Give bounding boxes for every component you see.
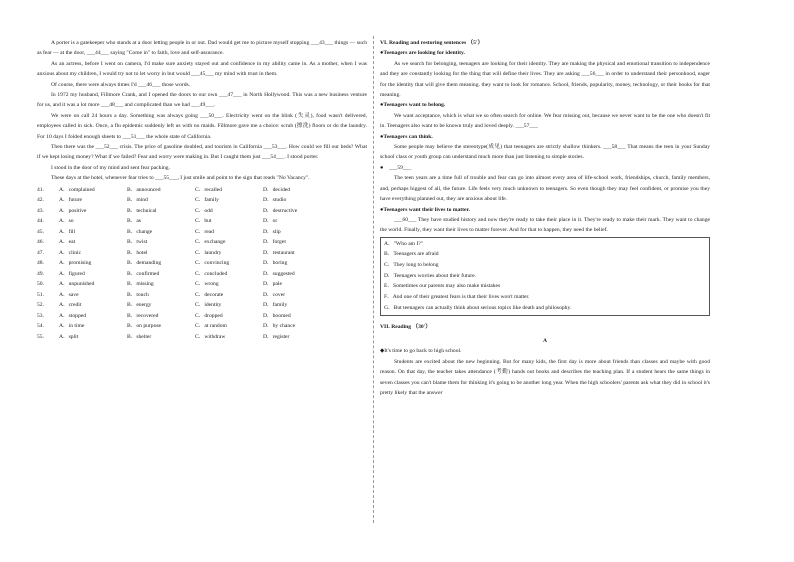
option-a: A．clinic	[59, 249, 82, 256]
option-row	[37, 300, 367, 311]
option-a: A．credit	[59, 302, 82, 309]
reading-paragraph: We want acceptance, which is what we so often search for online. We fear missing out, because we never want to be the one who doesn't fit in. Teenagers also want to be known truly and loved deeply. ___57___	[380, 112, 710, 130]
question-number: 51.	[37, 291, 44, 298]
option-c: C．odd	[195, 207, 213, 214]
option-d: D．cover	[263, 291, 286, 298]
option-c: C．at random	[195, 323, 227, 330]
box-option: G．But teenagers can actually think about serious topics like death and philosophy.	[384, 304, 572, 311]
option-a: A．fill	[59, 228, 76, 235]
reading-paragraph: Some people may believe the stereotype(成见) that teenagers are strictly shallow thinkers. ___58___ That means the teen in your Sunday school class or youth group can understand much more than just listening to simple stories.	[380, 144, 710, 161]
option-c: C．withdraw	[195, 333, 226, 340]
reading-paragraph: Students are excited about the new beginning. But for many kids, the first day is more about friends than classes and maybe with good reason. On that day, the teacher takes attendance (考勤) hands out books and describes the teaching plan. If a student hears the same things in seven classes you can't blame them for thinking it's going to be another long year. When the high schoolers' parents ask what they did in school it's pretty likely that the answer	[380, 358, 710, 396]
option-row	[37, 227, 367, 238]
option-b: B．energy	[127, 302, 152, 309]
subheading: ●Teenagers want to belong.	[380, 102, 446, 109]
reading-paragraph: ___60___ They have studied history and now they're ready to take their place in it. They're ready to make their mark. They want to change the world. Finally, they want their lives to matter forever. And for that to happen, they need the belief.	[380, 216, 710, 234]
option-row	[37, 237, 367, 248]
option-d: D．boring	[263, 260, 288, 267]
option-b: B．hotel	[127, 249, 148, 256]
left-column	[37, 38, 367, 342]
option-b: B．on purpose	[127, 323, 162, 330]
option-c: C．dropped	[195, 312, 223, 319]
options-box	[380, 237, 710, 316]
option-a: A．eat	[59, 239, 76, 246]
question-number: 55.	[37, 333, 44, 340]
option-d: D．destructive	[263, 207, 298, 214]
option-d: D．family	[263, 302, 288, 309]
question-number: 43.	[37, 207, 44, 214]
question-number: 50.	[37, 281, 44, 288]
option-a: A．in time	[59, 323, 85, 330]
option-d: D．slip	[263, 228, 281, 235]
option-row	[37, 311, 367, 322]
question-number: 53.	[37, 312, 44, 319]
option-a: A．figured	[59, 270, 85, 277]
box-option: C．They long to belong	[384, 262, 439, 269]
option-c: C．read	[195, 228, 214, 235]
passage-heading: ◆It's time to go back to high school.	[380, 348, 462, 355]
option-b: B．demanding	[127, 260, 162, 267]
option-row	[37, 195, 367, 206]
option-c: C．recalled	[195, 186, 223, 193]
option-a: A．complained	[59, 186, 95, 193]
option-a: A．unpunished	[59, 281, 95, 288]
column-divider	[373, 36, 374, 523]
option-a: A．positive	[59, 207, 87, 214]
cloze-paragraph: I stood in the door of my mind and sent fear packing.	[51, 164, 170, 171]
cloze-paragraph: We were on call 24 hours a day. Something was always going ___50___. Electricity went on the blink (失灵), food wasn't delivered, employees called in sick. Once, a flu epidemic suddenly left us with no maids. Fillmore gave me a choice: scrub (擦洗) floors or do the laundry. For 10 days I folded enough sheets to ___51___ the whole state of California.	[37, 112, 367, 140]
option-d: D．register	[263, 333, 290, 340]
question-number: 52.	[37, 302, 44, 309]
option-row	[37, 258, 367, 269]
option-b: B．recovered	[127, 312, 159, 319]
question-number: 45.	[37, 228, 44, 235]
cloze-paragraph: Of course, there were always times I'd ___46___ those words.	[51, 81, 191, 88]
option-row	[37, 269, 367, 280]
question-number: 41.	[37, 186, 44, 193]
subheading: ●Teenagers want their lives to matter.	[380, 206, 470, 213]
option-d: D．restaurant	[263, 249, 295, 256]
option-b: B．technical	[127, 207, 157, 214]
question-number: 47.	[37, 249, 44, 256]
box-option: D．Teenagers worries about their future.	[384, 272, 477, 279]
subheading: ●Teenagers can think.	[380, 133, 433, 140]
question-number: 54.	[37, 323, 44, 330]
option-d: D．pale	[263, 281, 282, 288]
options-table	[37, 185, 367, 343]
passage-label: A	[542, 337, 548, 344]
option-row	[37, 279, 367, 290]
right-column	[380, 38, 710, 398]
option-b: B．missing	[127, 281, 154, 288]
option-b: B．change	[127, 228, 153, 235]
option-row	[37, 248, 367, 259]
option-a: A．save	[59, 291, 79, 298]
option-d: D．boomed	[263, 312, 291, 319]
reading-paragraph: The teen years are a time full of trouble and fear can go into almost every area of life-school work, friendships, church, family members, and, perhaps biggest of all, the future. Life feels very much unknown to teenagers. So even though they may feel confident, or promise you they have everything planned out, they are anxious about life.	[380, 175, 710, 203]
option-b: B．twist	[127, 239, 148, 246]
option-a: A．split	[59, 333, 79, 340]
section-title: VI. Reading and restoring sentences （5'）	[380, 40, 484, 46]
option-a: A．stopped	[59, 312, 87, 319]
section-title: VII. Reading （30'）	[380, 323, 431, 330]
option-b: B．as	[127, 218, 141, 225]
option-c: C．wrong	[195, 281, 219, 288]
option-row	[37, 290, 367, 301]
cloze-paragraph: Then there was the ___52___ crisis. The price of gasoline doubled, and tourism in California ___53___. How could we fill our beds? What if we kept losing money? What if we failed? Fear and worry were making in. But I caught them just ___54___. I stood porter.	[37, 144, 367, 161]
cloze-paragraph: In 1972 my husband, Fillmore Crank, and I opened the doors to our own ___47___ in North Hollywood. This was a new business venture for us, and it was a lot more ___48___ and complicated than we had ___49___.	[37, 92, 367, 109]
option-row	[37, 332, 367, 343]
box-option: F．And one of their greatest fears is that their lives won't matter.	[384, 294, 530, 301]
option-a: A．future	[59, 197, 82, 204]
option-row	[37, 216, 367, 227]
option-c: C．family	[195, 197, 219, 204]
option-b: B．mind	[127, 197, 148, 204]
cloze-paragraph: As an actress, before I went on camera, I'd make sure anxiety stayed out and confidence in my ability came in. As a mother, when I was anxious about my children, I would try not to let worry in but would ___45___ my mind with trust in them.	[37, 60, 367, 78]
question-number: 44.	[37, 218, 44, 225]
option-row	[37, 321, 367, 332]
option-d: D．decided	[263, 186, 291, 193]
reading-paragraph: As we search for belonging, teenagers are looking for their identity. They are making the physical and emotional transition to independence and they are constantly looking for the thing that will define their lives. They are asking ___56___ in order to understand their personhood, eager for the identity that will give them meaning. they want to look for romance. School, friends, popularity, money, technology, or their books for that meaning.	[380, 60, 710, 99]
subheading: ●Teenagers are looking for identity.	[380, 50, 465, 57]
option-d: D．suggested	[263, 270, 295, 277]
option-b: B．shelter	[127, 333, 152, 340]
option-c: C．convincing	[195, 260, 230, 267]
box-option: B．Teenagers are afraid	[384, 251, 439, 258]
option-b: B．confirmed	[127, 270, 160, 277]
option-d: D．studio	[263, 197, 287, 204]
option-c: C．decorate	[195, 291, 224, 298]
question-number: 48.	[37, 260, 44, 267]
box-option: A．"Who am I?"	[384, 240, 424, 247]
option-a: A．promising	[59, 260, 92, 267]
box-option: E．Sometimes our parents may also make mistakes	[384, 283, 501, 290]
option-c: C．exchange	[195, 239, 226, 246]
question-number: 42.	[37, 197, 44, 204]
option-b: B．announced	[127, 186, 161, 193]
option-c: C．concluded	[195, 270, 228, 277]
option-c: C．laundry	[195, 249, 222, 256]
option-a: A．so	[59, 218, 74, 225]
option-d: D．or	[263, 218, 278, 225]
option-c: C．but	[195, 218, 212, 225]
question-number: 46.	[37, 239, 44, 246]
cloze-paragraph: These days at the hotel, whenever fear tries to ___55___, I just smile and point to the sign that reads "No Vacancy".	[51, 175, 310, 182]
option-b: B．touch	[127, 291, 149, 298]
option-row	[37, 185, 367, 196]
option-d: D．forget	[263, 239, 286, 246]
option-c: C．identity	[195, 302, 222, 309]
blank-heading: ● ___59___	[380, 164, 412, 171]
option-row	[37, 206, 367, 217]
cloze-paragraph: A porter is a gatekeeper who stands at a door letting people in or out. Dad would get me to picture myself stopping ___43___ things — such as fear — at the door, ___44___ saying "Come in" to faith, love and self-assurance.	[37, 40, 367, 57]
option-d: D．by chance	[263, 323, 296, 330]
question-number: 49.	[37, 270, 44, 277]
